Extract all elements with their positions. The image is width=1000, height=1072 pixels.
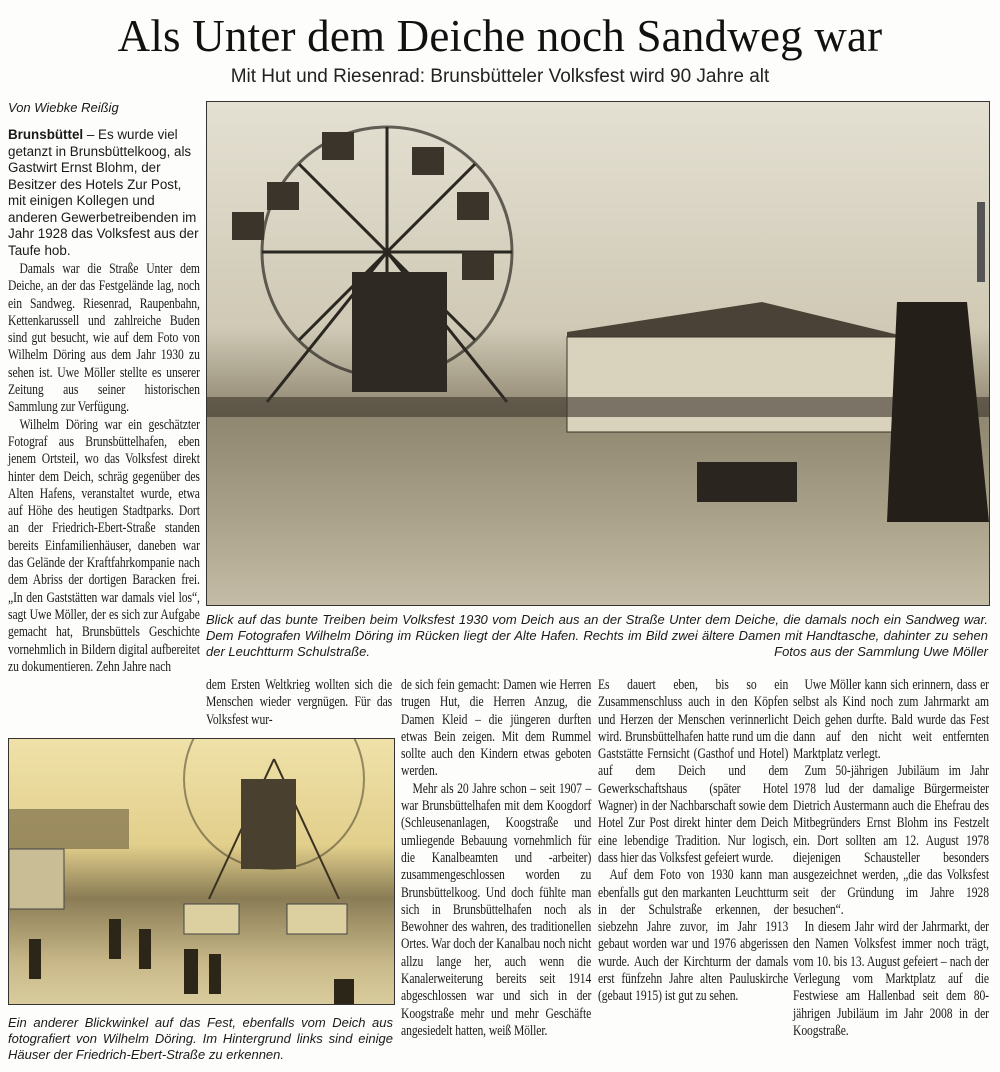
vintage-car (697, 462, 797, 502)
paragraph: Mehr als 20 Jahre schon – seit 1907 – war Brunsbüttelhafen mit dem Koogdorf (Schleusenanlagen, Koogstraße und umliegende Bebauung vornehmlich für die Kanalbeamten und -arbeiter) zusammengeschlossen worden zu Brunsbüttelkoog. Und doch fühlte man sich in Brunsbüttelhafen noch als Bewohner des wahren, des traditionellen Ortes. War doch der Kanalbau noch nicht allzu lange her, auch wenn die Kanalerweiterung bereits seit 1914 abgeschlossen war und sich in der Koogstraße mehr und mehr Geschäfte angesiedelt hatten, weiß Möller. (401, 780, 592, 1039)
paragraph: de sich fein gemacht: Damen wie Herren trugen Hut, die Herren Anzug, die Damen Kleid – die jüngeren durften etwas Bein zeigen. Mit dem Rummel sollte auch den Kindern etwas geboten werden. (401, 677, 592, 780)
lighthouse (977, 202, 985, 282)
lead-text: – Es wurde viel getanzt in Brunsbüttelkoog, als Gastwirt Ernst Blohm, der Besitzer des Hotels Zur Post, mit einigen Kollegen und anderen Gewerbetreibenden im Jahr 1928 das Volksfest aus der Taufe hob. (8, 127, 199, 258)
main-photo-caption (206, 612, 988, 660)
photo-credit: Fotos aus der Sammlung Uwe Möller (774, 644, 988, 659)
main-photo-fairground-1930 (206, 101, 990, 606)
paragraph: dem Ersten Weltkrieg wollten sich die Menschen wieder vergnügen. Für das Volksfest wur- (206, 677, 393, 728)
paragraph: In diesem Jahr wird der Jahrmarkt, der den Namen Volksfest immer noch trägt, vom 10. bis 13. August gefeiert – nach der Verlegung vom Marktplatz auf die Festwiese am Hallenbad seit dem 80-jährigen Jubiläum im Jahr 2008 in der Koogstraße. (793, 919, 989, 1039)
subheadline: Mit Hut und Riesenrad: Brunsbütteler Volksfest wird 90 Jahre alt (230, 66, 770, 87)
column-4 (598, 677, 788, 1006)
paragraph: Zum 50-jährigen Jubiläum im Jahr 1978 lud der damalige Bürgermeister Dietrich Austermann auch die Ehefrau des Mitbegründers Ernst Blohm ins Festzelt ein. Dort sollten am 12. August 1978 diejenigen Schausteller besonders ausgezeichnet werden, „die das Volksfest seit der Gründung im Jahre 1928 besuchen“. (793, 763, 989, 918)
dateline: Brunsbüttel (8, 127, 84, 142)
column-5 (793, 677, 989, 1040)
second-photo-fairground (8, 738, 395, 1005)
wagon (9, 849, 64, 909)
second-photo-caption: Ein anderer Blickwinkel auf das Fest, ebenfalls vom Deich aus fotografiert von Wilhelm Döring. Im Hintergrund links sind einige Häuser der Friedrich-Ebert-Straße zu erkennen. (8, 1015, 393, 1062)
headline: Als Unter dem Deiche noch Sandweg war (117, 11, 883, 61)
carousel-roof (567, 302, 907, 337)
lead-paragraph (8, 127, 200, 259)
booth (287, 904, 347, 934)
column-2 (206, 677, 392, 729)
booth (184, 904, 239, 934)
caption-text: Blick auf das bunte Treiben beim Volksfest 1930 vom Deich aus an der Straße Unter dem Deiche, die damals noch ein Sandweg war. Dem Fotografen Wilhelm Döring im Rücken liegt der Alte Hafen. Rechts im Bild zwei ältere Damen mit Handtasche, dahinter zu sehen der Leuchtturm Schulstraße. (206, 612, 988, 659)
carousel (567, 337, 907, 432)
second-photo-illustration (9, 739, 394, 1004)
paragraph: Es dauert eben, bis so ein Zusammenschluss auch in den Köpfen und Herzen der Menschen verinnerlicht wird. Brunsbüttelhafen hatte rund um die Gaststätte Fernsicht (Gasthof und Hotel) auf dem Deich und dem Gewerkschaftshaus (später Hotel Wagner) in der Nachbarschaft sowie dem Hotel Zur Post direkt hinter dem Deich eine lebendige Tradition. Nur logisch, dass hier das Volksfest gefeiert wurde. (598, 677, 789, 866)
column-3 (401, 677, 591, 1040)
wheel-cover (241, 779, 296, 869)
main-photo-illustration (207, 102, 989, 605)
crowd (207, 397, 989, 417)
paragraph: Uwe Möller kann sich erinnern, dass er selbst als Kind noch zum Jahrmarkt am Deich gehen durfte. Bald wurde das Fest dann auf den nicht weit entfernten Marktplatz verlegt. (793, 677, 989, 763)
byline: Von Wiebke Reißig (8, 100, 119, 115)
column-1 (8, 261, 200, 676)
paragraph: Wilhelm Döring war ein geschätzter Fotograf aus Brunsbüttelhafen, eben jenem Ortsteil, wo das Volksfest direkt hinter dem Deich, schräg gegenüber des Alten Hafens, veranstaltet wurde, etwa auf Höhe des heutigen Stadtparks. Dort an der Friedrich-Ebert-Straße standen bereits Einfamilienhäuser, daneben war das Gelände der Kraftfahrkompanie nach dem Abriss der dortigen Baracken frei. „In den Gaststätten war damals viel los“, sagt Uwe Möller, der es sich zur Aufgabe gemacht hat, Brunsbüttels Geschichte vornehmlich in Bildern digital aufbereitet zu dokumentieren. Zehn Jahre nach (8, 416, 200, 675)
paragraph: Damals war die Straße Unter dem Deiche, an der das Festgelände lag, noch ein Sandweg. Riesenrad, Raupenbahn, Kettenkarussell und zahlreiche Buden sind gut besucht, wie auf dem Foto von Wilhelm Döring aus dem Jahr 1930 zu sehen ist. Uwe Möller stellte es unserer Zeitung aus seiner historischen Sammlung zur Verfügung. (8, 261, 200, 416)
gondolas (232, 132, 494, 392)
two-ladies (887, 302, 989, 522)
houses (9, 809, 129, 849)
paragraph: Auf dem Foto von 1930 kann man ebenfalls gut den markanten Leuchtturm in der Schulstraße erkennen, der siebzehn Jahre zuvor, im Jahr 1913 gebaut worden war und 1976 abgerissen wurde. Auch der Kirchturm der damals erst fünfzehn Jahre alten Pauluskirche (gebaut 1915) ist gut zu sehen. (598, 867, 789, 1005)
